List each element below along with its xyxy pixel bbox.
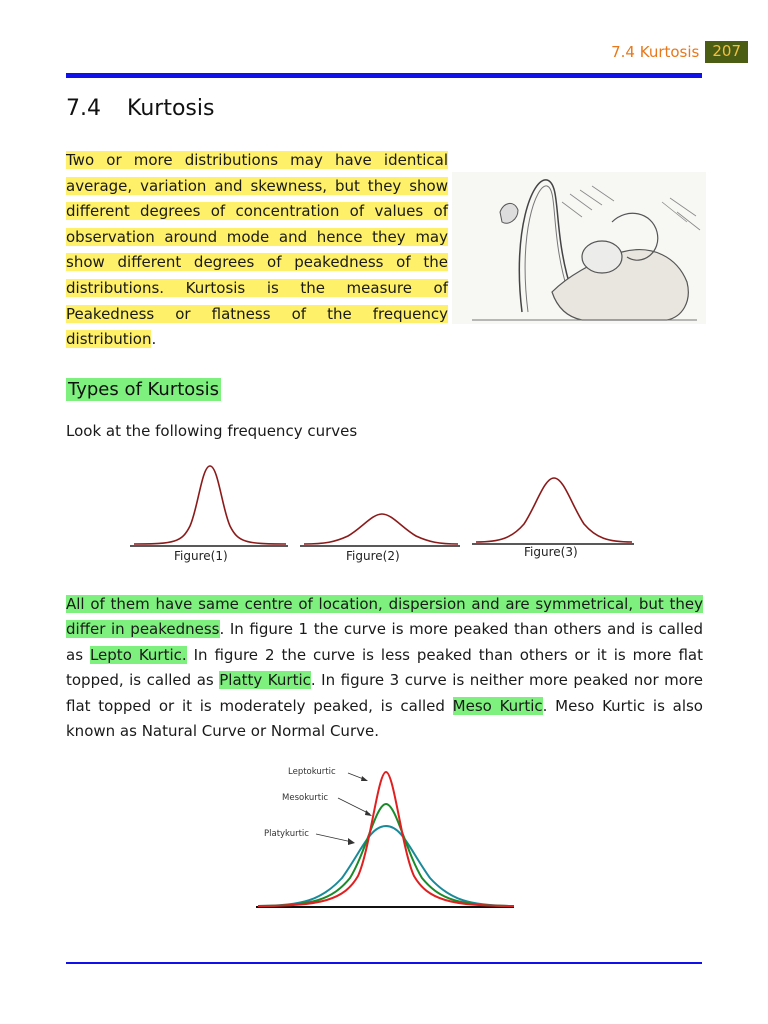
fig3-curve [476, 478, 632, 542]
para2-text-4: . Meso Kurtic is also known as Natural Curve or Normal Curve. [66, 696, 703, 741]
lead-text: Look at the following frequency curves [66, 422, 358, 440]
term-meso-kurtic: Meso Kurtic [452, 696, 543, 715]
intro-tail: . [151, 330, 157, 349]
fig1-curve [134, 466, 286, 544]
page-number-badge: 207 [705, 41, 748, 63]
fig2-label: Figure(2) [346, 549, 400, 563]
fig2-curve [304, 514, 458, 544]
intro-paragraph [66, 148, 448, 353]
comparison-paragraph [66, 592, 703, 744]
platykurtic-label: Platykurtic [264, 829, 309, 839]
bottom-rule [66, 962, 702, 964]
para2-text-2: In figure 2 the curve is less peaked than others or it is more flat topped, is called as [66, 645, 704, 690]
section-title: Kurtosis [127, 96, 215, 121]
frequency-curves-figures [120, 458, 640, 570]
para2-highlight-intro: All of them have same centre of location, dispersion and are symmetrical, but they differ in peakedness [66, 595, 703, 639]
running-head-section: 7.4 Kurtosis [611, 43, 700, 61]
section-heading [66, 96, 214, 121]
para2-text-3: . In figure 3 curve is neither more peaked nor more flat topped or it is moderately peaked, is called [66, 671, 703, 715]
term-lepto-kurtic: Lepto Kurtic. [89, 645, 187, 664]
subheading-types-of-kurtosis: Types of Kurtosis [68, 379, 220, 400]
running-head [611, 41, 748, 63]
top-rule [66, 73, 702, 78]
fig3-label: Figure(3) [524, 545, 578, 559]
mesokurtic-curve [258, 804, 514, 906]
intro-highlight: Two or more distributions may have identical average, variation and skewness, but they show different degrees of concentration of values of observation around mode and hence they may show different degrees of peakedness of the distributions. Kurtosis is the measure of Peakedness or flatness of the frequency distribution [66, 151, 448, 349]
kurtosis-illustration [452, 172, 706, 324]
section-number: 7.4 [66, 96, 101, 121]
term-platty-kurtic: Platty Kurtic [219, 671, 311, 690]
fig1-label: Figure(1) [174, 549, 228, 563]
para2-text-1: . In figure 1 the curve is more peaked than others and is called as [66, 620, 704, 664]
kurtosis-comparison-chart [252, 760, 518, 916]
mesokurtic-label: Mesokurtic [282, 793, 329, 803]
leptokurtic-label: Leptokurtic [288, 767, 336, 777]
